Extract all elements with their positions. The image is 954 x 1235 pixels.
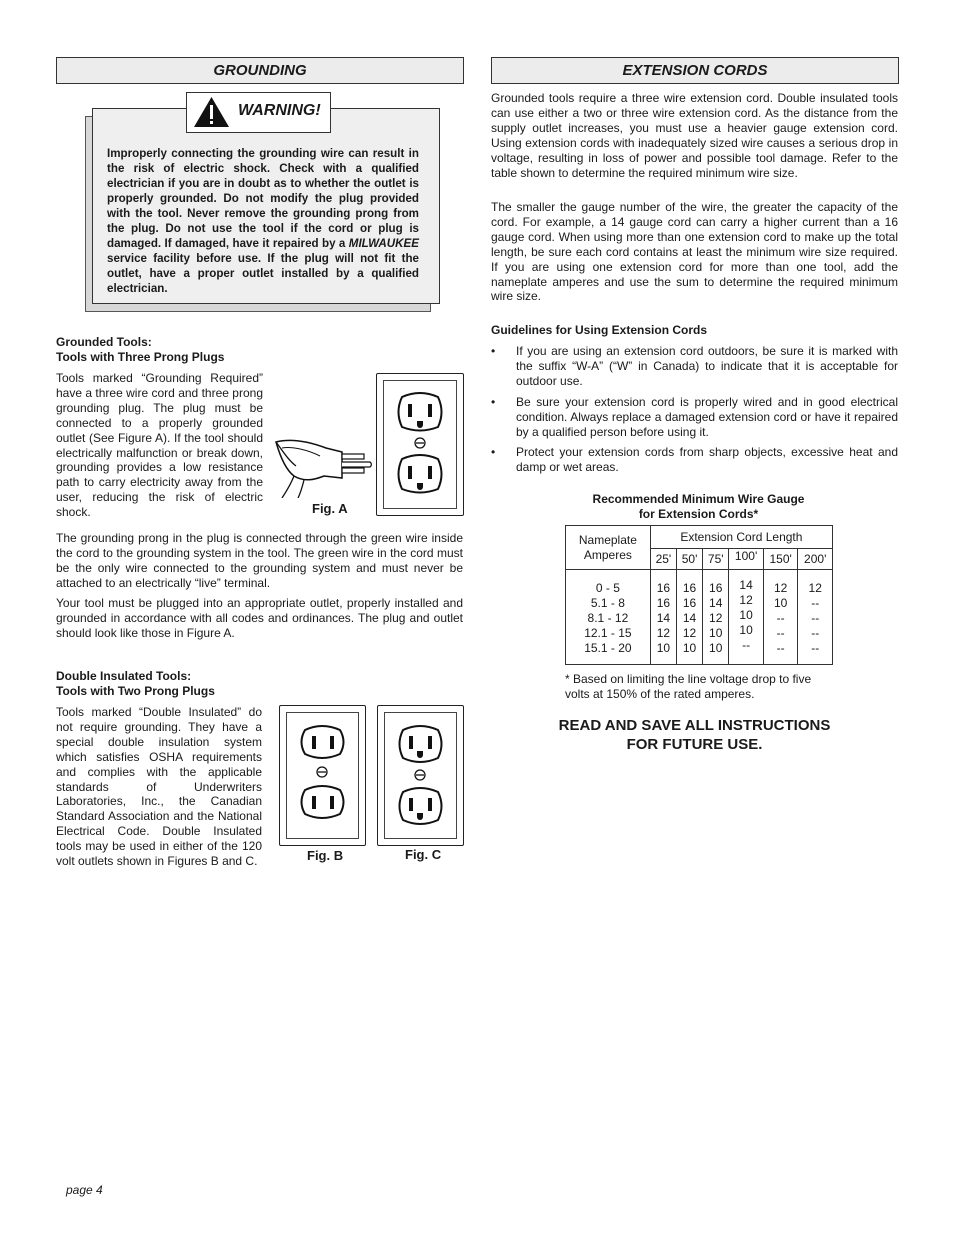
gauge-column-150 <box>763 570 798 665</box>
table-cell: -- <box>811 626 820 640</box>
two-prong-outlet-icon <box>280 706 365 845</box>
table-cell: 12 <box>682 626 697 640</box>
fig-b-label: Fig. B <box>307 848 344 863</box>
guidelines-list <box>491 344 898 481</box>
gauge-table-title-line1: Recommended Minimum Wire Gauge <box>592 492 805 506</box>
length-header: 100' <box>729 549 764 570</box>
length-header: 25' <box>650 549 676 570</box>
guideline-item: • If you are using an extension cord outdoors, be sure it is marked with the suffix “W-A” (“W” in Canada) to indicate that it is acceptable for outdoor use. <box>491 344 898 389</box>
gauge-column-50 <box>676 570 702 665</box>
extension-cords-header-text: EXTENSION CORDS <box>622 62 768 79</box>
guideline-item: • Protect your extension cords from sharp objects, excessive heat and damp or wet areas. <box>491 445 898 475</box>
warning-box <box>92 108 440 304</box>
table-cell: 12 <box>656 626 671 640</box>
fig-c-outlet <box>377 705 464 846</box>
warning-text-part2: service facility before use. If the plug will not fit the outlet, have a proper outlet installed by a qualified electrician. <box>107 252 419 295</box>
warning-text <box>107 146 419 296</box>
table-cell: -- <box>776 626 785 640</box>
gauge-column-200 <box>798 570 833 665</box>
length-header: 150' <box>763 549 798 570</box>
table-cell: 12 <box>773 581 788 595</box>
double-insulated-title-line1: Double Insulated Tools: <box>56 669 192 683</box>
grounded-tools-paragraph3: Your tool must be plugged into an appropriate outlet, properly installed and grounded in accordance with all codes and ordinances. The plug and outlet should look like those in Figure A. <box>56 596 463 640</box>
table-cell: 10 <box>656 641 671 655</box>
table-cell: 12 <box>739 593 753 607</box>
gauge-table <box>565 525 833 665</box>
length-header: 50' <box>676 549 702 570</box>
warning-tab <box>186 92 331 133</box>
table-cell: -- <box>776 611 785 625</box>
page-number: page 4 <box>66 1183 103 1197</box>
table-cell: 8.1 - 12 <box>587 611 629 625</box>
table-cell: 16 <box>709 581 723 595</box>
table-cell: -- <box>811 641 820 655</box>
gauge-column-100 <box>729 570 764 665</box>
guidelines-title: Guidelines for Using Extension Cords <box>491 323 708 337</box>
table-cell: -- <box>742 638 751 652</box>
extension-cords-paragraph1: Grounded tools require a three wire extension cord. Double insulated tools can use either a two or three wire extension cord. As the distance from the supply outlet increases, you must use a heavier gauge extension cord. Using extension cords with inadequately sized wire causes a serious drop in voltage, resulting in loss of power and possible tool damage. Refer to the table shown to determine the required minimum wire size. <box>491 91 898 180</box>
warning-brand: MILWAUKEE <box>348 237 419 250</box>
table-cell: 15.1 - 20 <box>584 641 632 655</box>
table-cell: 10 <box>709 626 723 640</box>
table-cell: 10 <box>773 596 788 610</box>
fig-a-label: Fig. A <box>312 501 348 516</box>
nameplate-header-line2: Amperes <box>583 547 632 562</box>
table-cell: -- <box>811 596 820 610</box>
fig-c-label: Fig. C <box>405 847 442 862</box>
table-cell: 14 <box>739 578 753 592</box>
table-cell: 10 <box>739 623 753 637</box>
grounding-header <box>56 57 464 84</box>
warning-title: WARNING! <box>238 102 321 119</box>
double-insulated-title-line2: Tools with Two Prong Plugs <box>56 684 215 698</box>
fig-a-outlet <box>376 373 464 516</box>
table-cell: 14 <box>656 611 671 625</box>
grounded-tools-paragraph1: Tools marked “Grounding Required” have a three wire cord and three prong grounding plug. The plug must be connected to a properly grounded outlet (See Figure A). If the tool should electrically malfunction or break down, grounding provides a low resistance path to carry electricity away from the user, reducing the risk of electric shock. <box>56 371 263 520</box>
nameplate-header-line1: Nameplate <box>578 532 637 547</box>
read-and-save-line1: READ AND SAVE ALL INSTRUCTIONS <box>558 717 831 734</box>
fig-b-outlet <box>279 705 366 846</box>
double-insulated-paragraph: Tools marked “Double Insulated” do not require grounding. They have a special double insulation system which satisfies OSHA requirements and complies with the applicable standards of Underwriters Laboratories, Inc., the Canadian Standard Association and the National Electrical Code. Double Insulated tools may be used in either of the 120 volt outlets shown in Figures B and C. <box>56 705 262 869</box>
warning-text-part1: Improperly connecting the grounding wire can result in the risk of electric shock. Check with a qualified electrician if you are in doubt as to whether the outlet is properly grounded. Do not modify the plug provided with the tool. Never remove the grounding prong from the plug. Do not use the tool if the cord or plug is damaged. If damaged, have it repaired by a <box>107 147 419 250</box>
table-cell: 0 - 5 <box>595 581 620 595</box>
amps-column <box>566 570 651 665</box>
grounded-tools-paragraph2: The grounding prong in the plug is connected through the green wire inside the cord to the grounding system in the tool. The green wire in the cord must be the only wire connected to the grounding system and must never be attached to an electrically “live” terminal. <box>56 531 463 590</box>
grounded-tools-title-line2: Tools with Three Prong Plugs <box>56 350 225 364</box>
gauge-table-title-line2: for Extension Cords* <box>638 507 759 521</box>
gauge-column-75 <box>703 570 729 665</box>
length-header: 75' <box>703 549 729 570</box>
read-and-save-line2: FOR FUTURE USE. <box>626 736 763 753</box>
table-cell: 16 <box>656 596 671 610</box>
grounded-tools-title <box>56 335 224 365</box>
table-cell: 16 <box>656 581 671 595</box>
three-prong-outlet-icon <box>378 706 463 845</box>
grounding-header-text: GROUNDING <box>213 62 307 79</box>
three-prong-plug-icon <box>274 420 378 498</box>
grounded-outlet-icon <box>377 374 463 515</box>
extension-cord-length-header: Extension Cord Length <box>650 526 832 549</box>
length-header: 200' <box>798 549 833 570</box>
table-cell: -- <box>811 611 820 625</box>
table-cell: 10 <box>739 608 753 622</box>
table-cell: 12 <box>808 581 822 595</box>
gauge-table-title <box>565 492 832 522</box>
table-cell: 14 <box>709 596 723 610</box>
gauge-table-footnote: * Based on limiting the line voltage drop to five volts at 150% of the rated amperes. <box>565 672 812 701</box>
extension-cords-header <box>491 57 899 84</box>
guideline-item: • Be sure your extension cord is properly wired and in good electrical condition. Always replace a damaged extension cord or have it repaired by a qualified person before using it. <box>491 395 898 440</box>
table-cell: 10 <box>709 641 723 655</box>
gauge-column-25 <box>650 570 676 665</box>
read-and-save-notice <box>491 716 898 754</box>
table-cell: 16 <box>682 581 697 595</box>
table-cell: 12 <box>709 611 723 625</box>
table-cell: 16 <box>682 596 697 610</box>
table-cell: 14 <box>682 611 697 625</box>
table-cell: -- <box>776 641 785 655</box>
warning-triangle-icon <box>193 96 230 128</box>
table-cell: 5.1 - 8 <box>590 596 625 610</box>
nameplate-amperes-header <box>566 526 651 570</box>
table-cell: 10 <box>682 641 697 655</box>
table-cell: 12.1 - 15 <box>584 626 632 640</box>
grounded-tools-title-line1: Grounded Tools: <box>56 335 152 349</box>
extension-cords-paragraph2: The smaller the gauge number of the wire, the greater the capacity of the cord. For example, a 14 gauge cord can carry a higher current than a 16 gauge cord. When using more than one extension cord to make up the total length, be sure each cord contains at least the minimum wire size required. If you are using one extension cord for more than one tool, add the nameplate amperes and use the sum to determine the required minimum wire size. <box>491 200 898 304</box>
double-insulated-title <box>56 669 215 699</box>
